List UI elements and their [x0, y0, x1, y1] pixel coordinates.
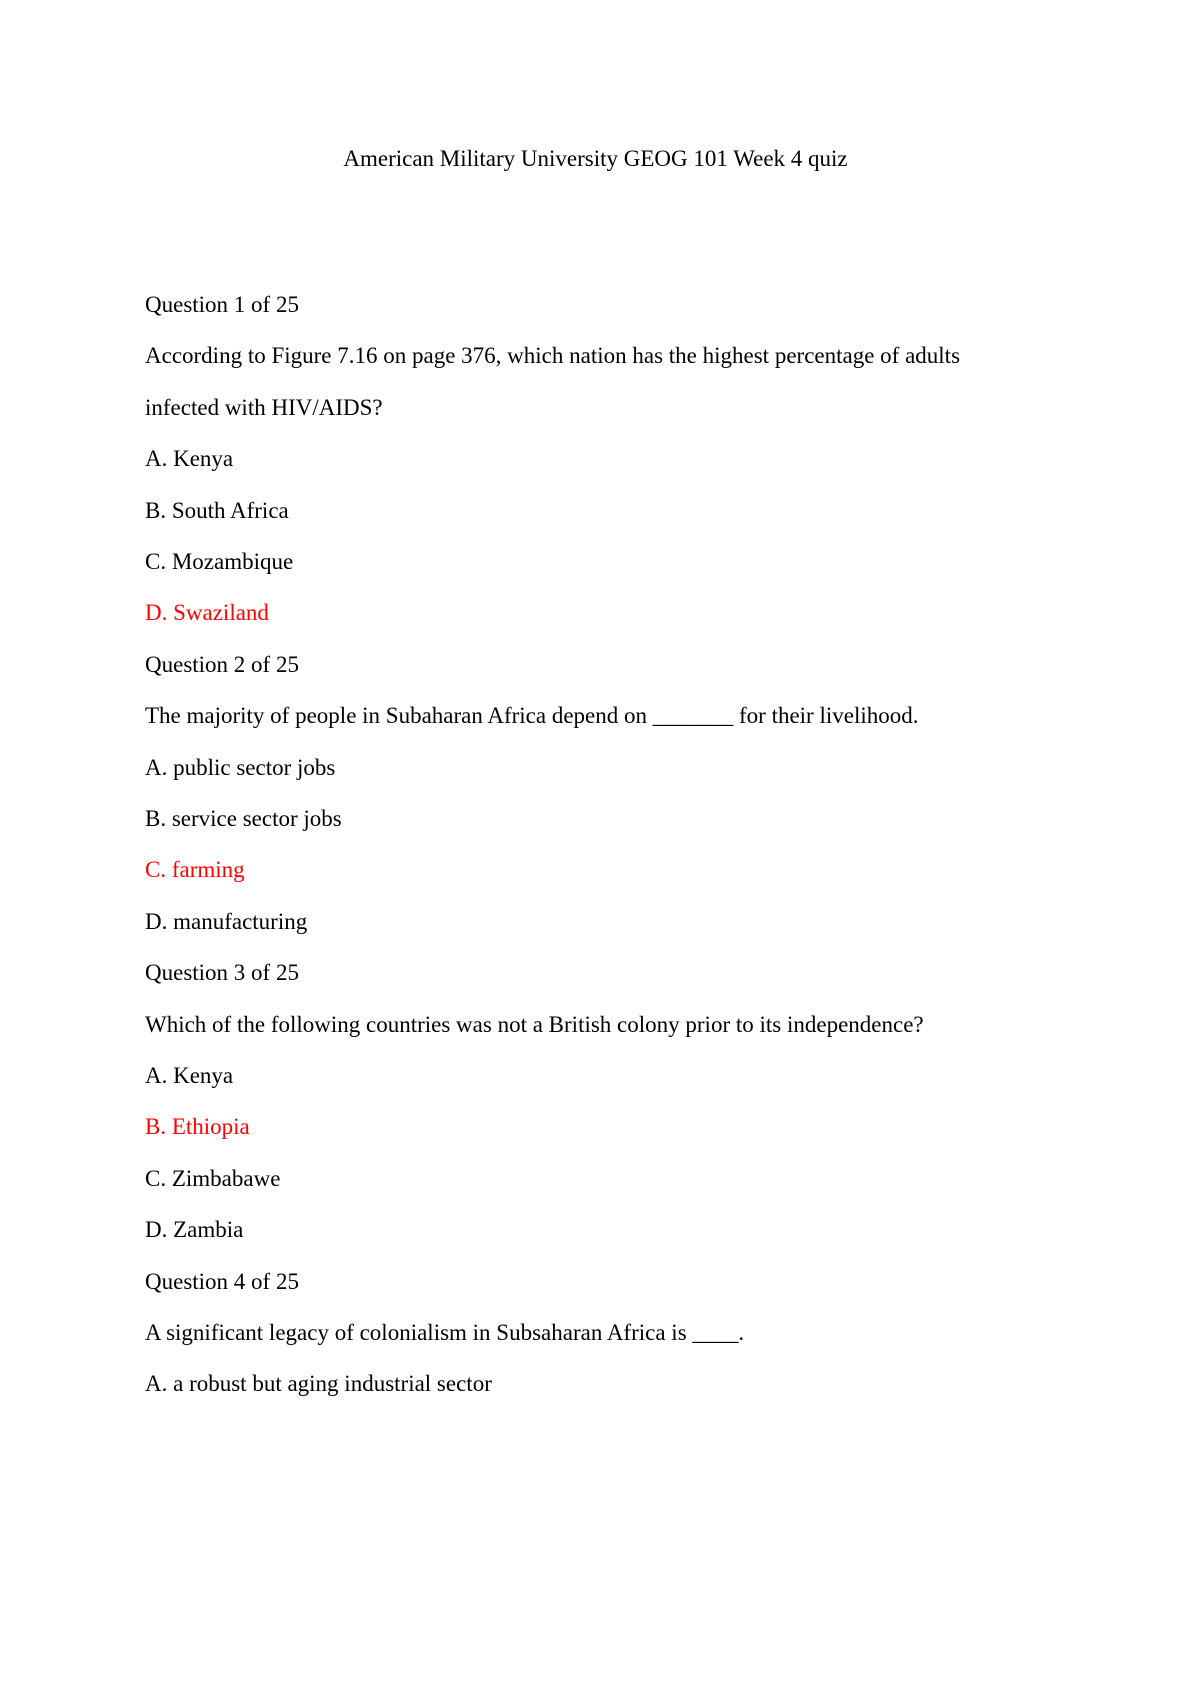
question-1-header: Question 1 of 25	[145, 292, 299, 317]
question-1-option-b: B. South Africa	[145, 498, 289, 523]
question-1-option-c: C. Mozambique	[145, 549, 294, 574]
question-1-text-line-2: infected with HIV/AIDS?	[145, 395, 383, 420]
question-2-option-b: B. service sector jobs	[145, 806, 342, 831]
question-4-text: A significant legacy of colonialism in Subsaharan Africa is ____.	[145, 1320, 745, 1345]
question-2-text: The majority of people in Subaharan Africa depend on _______ for their livelihood.	[145, 703, 919, 728]
question-3-text: Which of the following countries was not a British colony prior to its independence?	[145, 1012, 924, 1037]
question-3-option-c: C. Zimbabawe	[145, 1166, 281, 1191]
question-1-option-d-correct: D. Swaziland	[145, 600, 269, 625]
question-2-header: Question 2 of 25	[145, 652, 299, 677]
question-4-option-a: A. a robust but aging industrial sector	[145, 1371, 492, 1396]
question-3-option-b-correct: B. Ethiopia	[145, 1114, 250, 1139]
question-1-option-a: A. Kenya	[145, 446, 234, 471]
question-2-option-a: A. public sector jobs	[145, 755, 336, 780]
question-3-option-d: D. Zambia	[145, 1217, 244, 1242]
question-4-header: Question 4 of 25	[145, 1269, 299, 1294]
question-2-option-c-correct: C. farming	[145, 857, 245, 882]
question-2-option-d: D. manufacturing	[145, 909, 308, 934]
document-title: American Military University GEOG 101 Week 4 quiz	[343, 146, 848, 171]
question-3-header: Question 3 of 25	[145, 960, 299, 985]
question-3-option-a: A. Kenya	[145, 1063, 234, 1088]
question-1-text-line-1: According to Figure 7.16 on page 376, which nation has the highest percentage of adults	[145, 343, 961, 368]
